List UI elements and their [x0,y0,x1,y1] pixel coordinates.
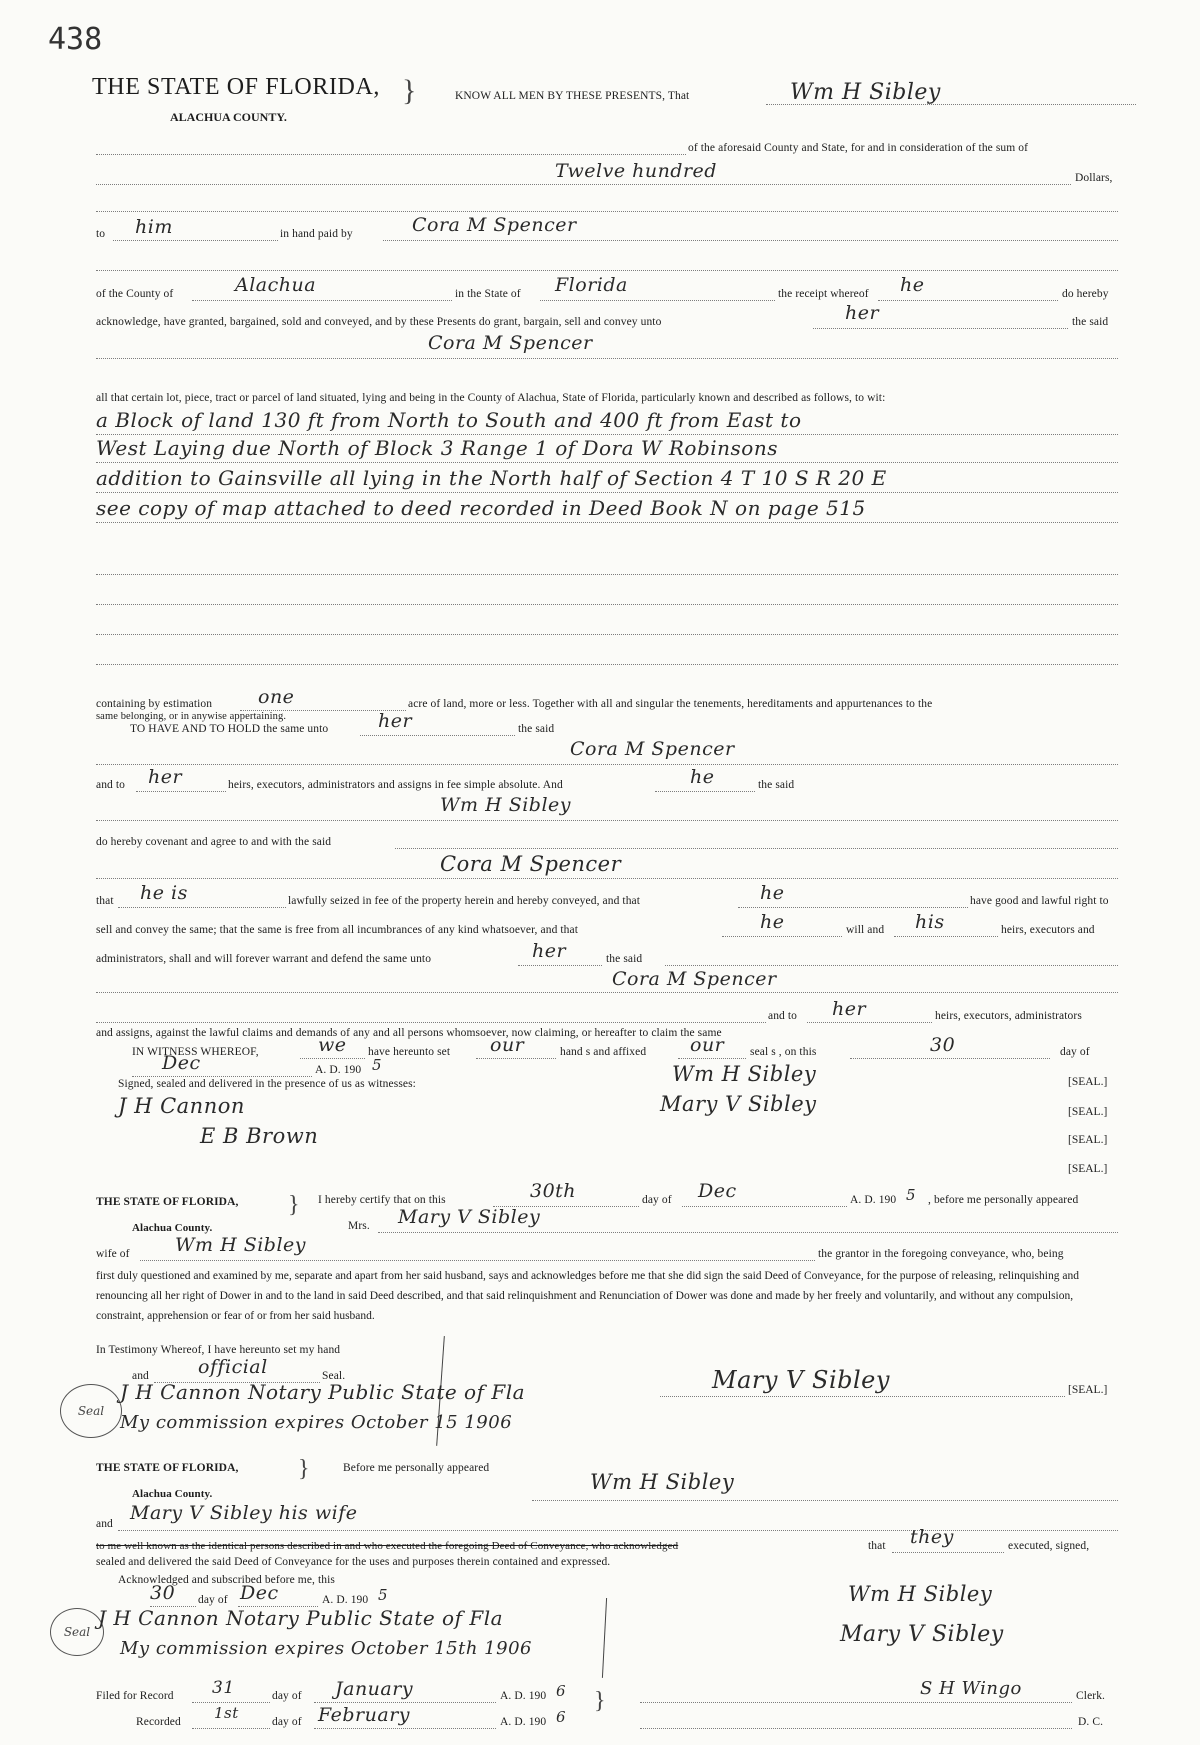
desc-line-5 [96,574,1118,575]
blank-line-2 [96,270,1118,271]
desc-line-6 [96,604,1118,605]
the-said-2: the said [518,723,555,735]
ack2-that: that [868,1540,886,1552]
ack2-acknowledged: Acknowledged and subscribed before me, this [118,1574,335,1586]
heirs-dots-2 [655,791,755,792]
assigns-dots [807,1022,932,1023]
seal-3: [SEAL.] [1068,1134,1108,1146]
witness-ad: A. D. 190 [315,1064,362,1076]
witness-day: 30 [930,1034,956,1056]
that-label: that [96,895,114,907]
know-all-men: KNOW ALL MEN BY THESE PRESENTS, That [455,90,690,102]
sell-pronoun-2: his [915,911,945,933]
to-label: to [96,228,106,240]
ack2-and-names: Mary V Sibley his wife [130,1502,358,1524]
filed-month-dots [314,1702,496,1703]
ack1-county: Alachua County. [132,1222,213,1234]
desc-text-3: addition to Gainsville all lying in the North half of Section 4 T 10 S R 20 E [96,466,887,490]
covenant-dots [395,848,1118,849]
ack1-testimony: In Testimony Whereof, I have hereunto set my hand [96,1344,341,1356]
desc-line-7 [96,634,1118,635]
ack2-day-of: day of [198,1594,228,1606]
to-name: him [135,216,173,238]
administrators-pronoun: her [532,940,567,962]
ack2-signature-1: Wm H Sibley [848,1582,993,1606]
consideration-text: of the aforesaid County and State, for and in consideration of the sum of [688,142,1029,154]
grantor-name-2: Wm H Sibley [440,794,572,816]
assigns-heirs: heirs, executors, administrators [935,1010,1082,1022]
filed-year: 6 [556,1682,567,1700]
ack1-mrs-name: Mary V Sibley [398,1206,541,1228]
desc-text-2: West Laying due North of Block 3 Range 1 of Dora W Robinsons [96,436,778,460]
ack1-wife-of: wife of [96,1248,130,1260]
administrators-dots [518,965,602,966]
ack2-month: Dec [240,1582,279,1604]
witness-dots-1 [300,1058,365,1059]
grantee-name-3: Cora M Spencer [440,852,622,876]
containing-label: containing by estimation [96,698,213,710]
desc-line-4 [96,522,1118,523]
grantor-signature: Wm H Sibley [672,1062,817,1086]
ack1-day-of: day of [642,1194,672,1206]
grantee-line-1 [96,358,1118,359]
ack2-notary-seal: Seal [50,1608,104,1656]
seal-1: [SEAL.] [1068,1076,1108,1088]
assigns-dots-0 [96,1022,766,1023]
ack2-that-dots [892,1552,1004,1553]
rec-month: February [318,1704,411,1726]
seized-pronoun-1: he is [140,882,188,904]
ack2-appeared-name: Wm H Sibley [590,1470,735,1494]
habendum-pronoun: her [378,710,413,732]
witness-month: Dec [162,1052,201,1074]
ack2-that-name: they [910,1526,954,1548]
will-and: will and [846,924,885,936]
witness-dots-4 [850,1058,1050,1059]
ack1-official: official [198,1356,268,1378]
ack1-mrs: Mrs. [348,1220,370,1232]
clerk-label: Clerk. [1076,1690,1106,1702]
receipt-dots [878,300,1058,301]
receipt-pronoun: he [900,274,925,296]
state-dots [540,300,775,301]
seal-4: [SEAL.] [1068,1163,1108,1175]
ack2-notary-line-1: J H Cannon Notary Public State of Fla [98,1606,504,1630]
filed-day: 31 [212,1678,235,1698]
wife-signature: Mary V Sibley [660,1092,817,1116]
unto-pronoun: her [845,302,880,324]
ack1-state: THE STATE OF FLORIDA, [96,1196,239,1208]
heirs-pronoun-2: he [690,766,715,788]
receipt-label: the receipt whereof [778,288,869,300]
witness-text-4: seal s , on this [750,1046,817,1058]
ack1-signature: Mary V Sibley [712,1366,890,1394]
filed-ad: A. D. 190 [500,1690,547,1702]
do-hereby: do hereby [1062,288,1109,300]
habendum-dots [360,735,515,736]
witness-dots-3 [678,1058,746,1059]
and-to-label: and to [96,779,126,791]
acres-written: one [258,686,295,708]
rec-ad: A. D. 190 [500,1716,547,1728]
blank-line-1 [96,211,1118,212]
the-said-4: the said [606,953,643,965]
rec-day-dots [192,1728,270,1729]
ack1-mrs-dots [378,1232,1118,1233]
seal-5: [SEAL.] [1068,1384,1108,1396]
witness-text-1: IN WITNESS WHEREOF, [132,1046,259,1058]
witness-hand-2: our [490,1034,525,1056]
the-said-1: the said [1072,316,1109,328]
ack2-executed: executed, signed, [1008,1540,1090,1552]
acknowledge-text: acknowledge, have granted, bargained, sold and conveyed, and by these Presents do grant, bargain, sell and convey unto [96,316,662,328]
dollars-label: Dollars, [1075,172,1113,184]
ack2-year: 5 [378,1586,389,1604]
payer-name: Cora M Spencer [412,214,577,236]
desc-line-3 [96,492,1118,493]
amount-line [96,184,1071,185]
heirs-pronoun-1: her [148,766,183,788]
ack1-certify: I hereby certify that on this [318,1194,446,1206]
administrators-text: administrators, shall and will forever warrant and defend the same unto [96,953,432,965]
ack1-ad: A. D. 190 [850,1194,897,1206]
ack1-wife-name: Wm H Sibley [175,1234,307,1256]
county-heading: ALACHUA COUNTY. [170,110,287,124]
state-heading: THE STATE OF FLORIDA, [92,74,381,100]
heirs-text: heirs, executors, administrators and assigns in fee simple absolute. And [228,779,563,791]
ack1-year: 5 [906,1186,917,1204]
dc-dots [640,1728,1072,1729]
paid-by-dots [383,240,1118,241]
assigns-pronoun: her [832,998,867,1020]
ack2-notary-line-2: My commission expires October 15th 1906 [120,1638,532,1659]
assigns-and-to: and to [768,1010,798,1022]
containing-line2: same belonging, or in anywise appertaining. [96,711,287,722]
covenant-text: do hereby covenant and agree to and with the said [96,836,332,848]
witness-dots-2 [476,1058,556,1059]
covenant-line [96,878,1118,879]
ack1-notary-line-2: My commission expires October 15 1906 [120,1412,513,1433]
land-situated-text: all that certain lot, piece, tract or parcel of land situated, lying and being in the County of Alachua, State of Florida, particularly known and described as follows, to wit: [96,392,886,404]
witness-year: 5 [372,1056,383,1074]
filed-day-dots [192,1702,270,1703]
habendum-line [96,764,1118,765]
witness-hand-3: our [690,1034,725,1056]
ack1-notary-seal: Seal [60,1384,122,1438]
grantee-name-1: Cora M Spencer [428,332,593,354]
ack2-signature-2: Mary V Sibley [840,1622,1004,1647]
witness-text-5: day of [1060,1046,1090,1058]
ack1-brace: } [288,1192,300,1218]
signed-sealed: Signed, sealed and delivered in the presence of us as witnesses: [118,1078,416,1090]
assigns-text: and assigns, against the lawful claims and demands of any and all persons whomsoever, now claiming, or hereafter to claim the same [96,1027,722,1039]
administrators-line [96,992,1118,993]
ack1-grantor: the grantor in the foregoing conveyance, who, being [818,1248,1064,1260]
ack2-brace: } [298,1456,310,1482]
filed-month: January [335,1678,414,1700]
grantee-name-2: Cora M Spencer [570,738,735,760]
witness-month-dots [132,1076,312,1077]
filing-brace: } [594,1688,606,1714]
containing-rest: acre of land, more or less. Together with all and singular the tenements, hereditaments and appurtenances to the [408,698,933,710]
desc-line-2 [96,462,1118,463]
filed-label: Filed for Record [96,1690,174,1702]
ack2-before: Before me personally appeared [343,1462,490,1474]
ack1-paragraph: first duly questioned and examined by me, separate and apart from her said husband, says and acknowledges before me that she did sign the said Deed of Conveyance, for the purpose of releasing, relinquishing and renouncing all her right of Dower in and to the land in said Deed described, and that said relinquishment and Renunciation of Dower was done and made by her freely and voluntarily, and without any compulsion, constraint, apprehension or fear of or from her said husband. [96,1270,1079,1322]
witness-text-2: have hereunto set [368,1046,451,1058]
ack2-day: 30 [150,1582,176,1604]
the-said-3: the said [758,779,795,791]
county-name: Alachua [235,274,317,296]
witness-signature-2: E B Brown [200,1124,319,1148]
desc-line-1 [96,434,1118,435]
ack2-ad: A. D. 190 [322,1594,369,1606]
ack1-seal-word: Seal. [322,1370,346,1382]
grantor-name: Wm H Sibley [790,80,941,105]
grantee-name-4: Cora M Spencer [612,968,777,990]
rec-day-of: day of [272,1716,302,1728]
ack1-notary-line-1: J H Cannon Notary Public State of Fla [120,1380,526,1404]
ack1-before: , before me personally appeared [928,1194,1079,1206]
ack1-month: Dec [698,1180,737,1202]
witness-text-3: hand s and affixed [560,1046,647,1058]
amount-written: Twelve hundred [555,160,717,182]
rec-day: 1st [214,1704,239,1722]
ack2-appeared-dots [532,1500,1118,1501]
ack2-sealed: sealed and delivered the said Deed of Conveyance for the uses and purposes therein contained and expressed. [96,1556,611,1568]
seized-text-1: lawfully seized in fee of the property herein and hereby conveyed, and that [288,895,641,907]
county-dots [192,300,452,301]
page-number: 438 [48,22,103,57]
rec-month-dots [314,1728,496,1729]
ack2-and: and [96,1518,113,1530]
desc-text-4: see copy of map attached to deed recorded in Deed Book N on page 515 [96,496,866,520]
dc-label: D. C. [1078,1716,1104,1728]
habendum-text: TO HAVE AND TO HOLD the same unto [130,723,329,735]
ack1-and: and [132,1370,149,1382]
line-2-dots [96,154,686,155]
county-label: of the County of [96,288,174,300]
ack2-state: THE STATE OF FLORIDA, [96,1462,239,1474]
seized-pronoun-2: he [760,882,785,904]
rec-year: 6 [556,1708,567,1726]
witness-hand-1: we [318,1034,347,1056]
seized-text-2: have good and lawful right to [970,895,1109,907]
recorded-label: Recorded [136,1716,181,1728]
clerk-signature: S H Wingo [920,1678,1022,1699]
header-brace: } [402,74,417,107]
administrators-dots-2 [665,965,1118,966]
sell-dots-2 [894,936,998,937]
ack1-day: 30th [530,1180,577,1202]
to-dots [113,240,278,241]
ack1-signature-dots [660,1396,1065,1397]
ack2-and-dots [118,1530,1118,1531]
ack1-wife-dots [140,1260,815,1261]
desc-line-8 [96,664,1118,665]
witness-signature-1: J H Cannon [118,1094,245,1118]
paid-by-label: in hand paid by [280,228,353,240]
sell-text-1: sell and convey the same; that the same is free from all incumbrances of any kind whatsoever, and that [96,924,579,936]
state-name: Florida [555,274,628,296]
seized-dots-1 [118,907,286,908]
ack2-divider [602,1598,609,1678]
ack1-month-dots [682,1206,847,1207]
ack2-known: to me well known as the identical persons described in and who executed the foregoing Deed of Conveyance, who acknowledged [96,1540,679,1552]
sell-pronoun-1: he [760,911,785,933]
ack2-county: Alachua County. [132,1488,213,1500]
seal-2: [SEAL.] [1068,1106,1108,1118]
unto-dots [813,328,1068,329]
sell-text-2: heirs, executors and [1001,924,1095,936]
heirs-dots-1 [136,791,226,792]
desc-text-1: a Block of land 130 ft from North to South and 400 ft from East to [96,408,802,432]
filed-day-of: day of [272,1690,302,1702]
heirs-line [96,820,1118,821]
seized-dots-2 [738,907,968,908]
clerk-dots [640,1702,1072,1703]
state-label: in the State of [455,288,521,300]
sell-dots-1 [722,936,842,937]
